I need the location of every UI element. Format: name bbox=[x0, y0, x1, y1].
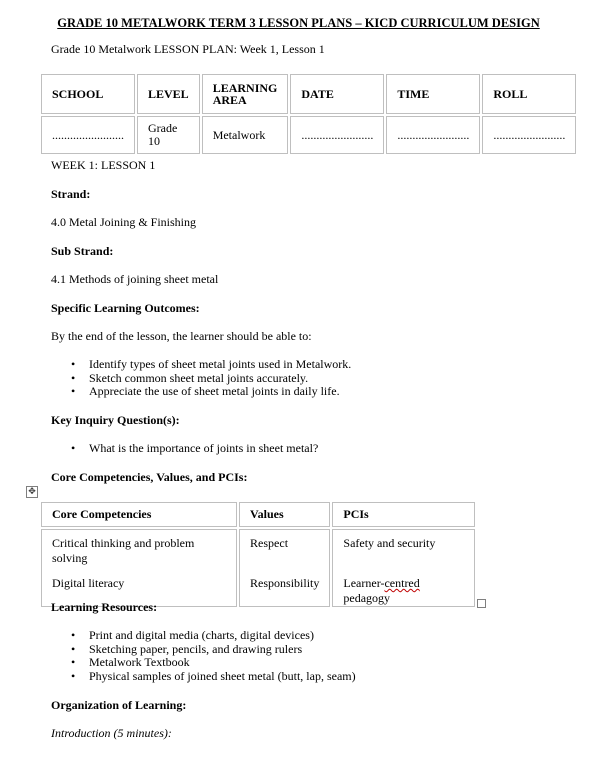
value-1: Respect bbox=[250, 536, 289, 550]
header-roll: ROLL bbox=[482, 74, 576, 114]
header-level: LEVEL bbox=[137, 74, 200, 114]
header-date: DATE bbox=[290, 74, 384, 114]
header-school: SCHOOL bbox=[41, 74, 135, 114]
competency-2: Digital literacy bbox=[52, 576, 125, 590]
outcomes-label: Specific Learning Outcomes: bbox=[51, 301, 200, 315]
header-core-competencies: Core Competencies bbox=[41, 502, 237, 527]
pci-2: Learner-centred pedagogy bbox=[343, 576, 420, 605]
sub-strand-label: Sub Strand: bbox=[51, 244, 114, 258]
outcomes-list bbox=[71, 358, 351, 399]
list-item: • Appreciate the use of sheet metal joints in daily life. bbox=[71, 385, 351, 399]
value-school[interactable]: ........................ bbox=[41, 116, 135, 154]
resize-handle-icon[interactable] bbox=[477, 599, 486, 608]
resources-list bbox=[71, 629, 356, 683]
sub-strand-value: 4.1 Methods of joining sheet metal bbox=[51, 272, 219, 286]
value-level[interactable]: Grade 10 bbox=[137, 116, 200, 154]
table-cell[interactable] bbox=[41, 529, 237, 607]
list-item: • Sketch common sheet metal joints accurately. bbox=[71, 372, 351, 386]
strand-value: 4.0 Metal Joining & Finishing bbox=[51, 215, 197, 229]
inquiry-label: Key Inquiry Question(s): bbox=[51, 413, 180, 427]
list-item: • Print and digital media (charts, digital devices) bbox=[71, 629, 356, 643]
introduction-line: Introduction (5 minutes): bbox=[51, 726, 172, 740]
value-time[interactable]: ........................ bbox=[386, 116, 480, 154]
header-time: TIME bbox=[386, 74, 480, 114]
organization-label: Organization of Learning: bbox=[51, 698, 187, 712]
spellcheck-word[interactable]: centred bbox=[384, 576, 420, 590]
list-item: • Physical samples of joined sheet metal (butt, lap, seam) bbox=[71, 670, 356, 684]
header-learning-area: LEARNING AREA bbox=[202, 74, 289, 114]
resources-label: Learning Resources: bbox=[51, 600, 158, 614]
move-arrows-icon[interactable]: ✥ bbox=[26, 486, 38, 498]
list-item: • Sketching paper, pencils, and drawing rulers bbox=[71, 643, 356, 657]
competencies-label: Core Competencies, Values, and PCIs: bbox=[51, 470, 248, 484]
header-values: Values bbox=[239, 502, 330, 527]
table-cell[interactable] bbox=[332, 529, 475, 607]
document-title: GRADE 10 METALWORK TERM 3 LESSON PLANS – KICD CURRICULUM DESIGN bbox=[57, 16, 540, 30]
strand-label: Strand: bbox=[51, 187, 91, 201]
info-table bbox=[39, 72, 578, 156]
list-item: • Identify types of sheet metal joints used in Metalwork. bbox=[71, 358, 351, 372]
header-pcis: PCIs bbox=[332, 502, 475, 527]
value-roll[interactable]: ........................ bbox=[482, 116, 576, 154]
competency-1: Critical thinking and problem solving bbox=[52, 536, 195, 565]
week-lesson: WEEK 1: LESSON 1 bbox=[51, 158, 156, 172]
list-item: • What is the importance of joints in sheet metal? bbox=[71, 442, 318, 456]
value-learning-area[interactable]: Metalwork bbox=[202, 116, 289, 154]
lesson-plan-subtitle: Grade 10 Metalwork LESSON PLAN: Week 1, Lesson 1 bbox=[51, 42, 325, 56]
list-item: • Metalwork Textbook bbox=[71, 656, 356, 670]
pci-1: Safety and security bbox=[343, 536, 436, 550]
table-cell[interactable] bbox=[239, 529, 330, 607]
outcomes-intro: By the end of the lesson, the learner should be able to: bbox=[51, 329, 312, 343]
inquiry-list bbox=[71, 442, 318, 456]
competencies-table bbox=[39, 500, 477, 609]
value-2: Responsibility bbox=[250, 576, 320, 590]
value-date[interactable]: ........................ bbox=[290, 116, 384, 154]
